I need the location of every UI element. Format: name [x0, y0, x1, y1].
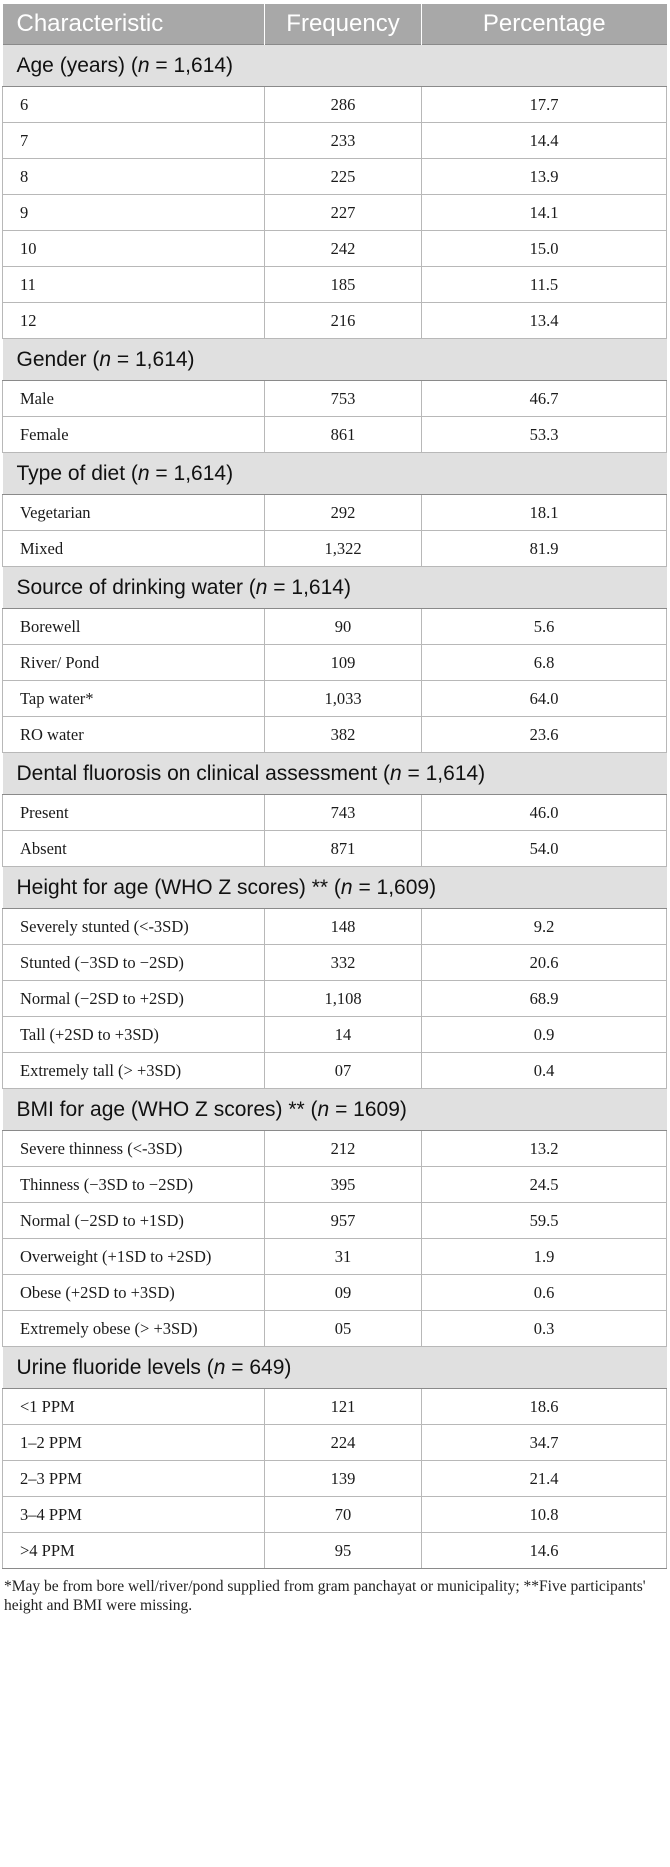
- cell-percentage: 0.4: [422, 1053, 667, 1089]
- cell-characteristic: 12: [3, 303, 265, 339]
- section-header-row: [3, 1347, 667, 1389]
- section-header-row: [3, 339, 667, 381]
- cell-percentage: 0.6: [422, 1275, 667, 1311]
- cell-percentage: 46.0: [422, 795, 667, 831]
- cell-percentage: 13.4: [422, 303, 667, 339]
- section-n-value: = 649): [225, 1355, 292, 1379]
- cell-characteristic: Severely stunted (<-3SD): [3, 909, 265, 945]
- table-row: [3, 1425, 667, 1461]
- table-row: [3, 303, 667, 339]
- cell-frequency: 332: [265, 945, 422, 981]
- cell-frequency: 227: [265, 195, 422, 231]
- cell-frequency: 14: [265, 1017, 422, 1053]
- table-row: [3, 159, 667, 195]
- section-header-row: [3, 567, 667, 609]
- table-row: [3, 945, 667, 981]
- cell-percentage: 18.6: [422, 1389, 667, 1425]
- cell-percentage: 21.4: [422, 1461, 667, 1497]
- cell-percentage: 53.3: [422, 417, 667, 453]
- section-title: [3, 567, 667, 609]
- cell-percentage: 0.3: [422, 1311, 667, 1347]
- table-row: [3, 645, 667, 681]
- cell-percentage: 34.7: [422, 1425, 667, 1461]
- section-n-value: = 1,614): [111, 347, 195, 371]
- section-title: [3, 1089, 667, 1131]
- cell-frequency: 225: [265, 159, 422, 195]
- cell-percentage: 18.1: [422, 495, 667, 531]
- cell-characteristic: Borewell: [3, 609, 265, 645]
- cell-percentage: 17.7: [422, 87, 667, 123]
- table-row: [3, 981, 667, 1017]
- table-row: [3, 609, 667, 645]
- cell-frequency: 90: [265, 609, 422, 645]
- section-label: Dental fluorosis on clinical assessment (: [16, 761, 390, 785]
- cell-percentage: 10.8: [422, 1497, 667, 1533]
- table-row: [3, 195, 667, 231]
- section-label: Urine fluoride levels (: [16, 1355, 214, 1379]
- cell-characteristic: Vegetarian: [3, 495, 265, 531]
- cell-frequency: 395: [265, 1167, 422, 1203]
- cell-frequency: 743: [265, 795, 422, 831]
- section-label: Type of diet (: [16, 461, 138, 485]
- cell-percentage: 24.5: [422, 1167, 667, 1203]
- cell-characteristic: 9: [3, 195, 265, 231]
- header-percentage: Percentage: [422, 4, 667, 45]
- section-header-row: [3, 453, 667, 495]
- cell-frequency: 224: [265, 1425, 422, 1461]
- table-row: [3, 1389, 667, 1425]
- section-n-value: = 1,614): [149, 53, 234, 77]
- cell-characteristic: 3–4 PPM: [3, 1497, 265, 1533]
- cell-percentage: 11.5: [422, 267, 667, 303]
- cell-characteristic: Stunted (−3SD to −2SD): [3, 945, 265, 981]
- cell-characteristic: 1–2 PPM: [3, 1425, 265, 1461]
- cell-percentage: 14.6: [422, 1533, 667, 1569]
- cell-percentage: 0.9: [422, 1017, 667, 1053]
- cell-frequency: 05: [265, 1311, 422, 1347]
- cell-percentage: 15.0: [422, 231, 667, 267]
- cell-frequency: 242: [265, 231, 422, 267]
- section-n-value: = 1,614): [401, 761, 486, 785]
- table-row: [3, 417, 667, 453]
- cell-frequency: 70: [265, 1497, 422, 1533]
- cell-characteristic: Obese (+2SD to +3SD): [3, 1275, 265, 1311]
- cell-percentage: 9.2: [422, 909, 667, 945]
- section-n-symbol: n: [340, 875, 353, 899]
- cell-frequency: 957: [265, 1203, 422, 1239]
- section-n-symbol: n: [213, 1355, 226, 1379]
- cell-characteristic: >4 PPM: [3, 1533, 265, 1569]
- section-title: [3, 1347, 667, 1389]
- cell-characteristic: 2–3 PPM: [3, 1461, 265, 1497]
- cell-frequency: 871: [265, 831, 422, 867]
- cell-characteristic: RO water: [3, 717, 265, 753]
- cell-percentage: 13.9: [422, 159, 667, 195]
- cell-percentage: 5.6: [422, 609, 667, 645]
- cell-frequency: 139: [265, 1461, 422, 1497]
- section-label: Height for age (WHO Z scores) ** (: [16, 875, 341, 899]
- section-header-row: [3, 867, 667, 909]
- table-row: [3, 909, 667, 945]
- table-row: [3, 831, 667, 867]
- section-label: BMI for age (WHO Z scores) ** (: [16, 1097, 318, 1121]
- cell-frequency: 109: [265, 645, 422, 681]
- table-row: [3, 1017, 667, 1053]
- cell-characteristic: Severe thinness (<-3SD): [3, 1131, 265, 1167]
- cell-characteristic: 8: [3, 159, 265, 195]
- header-frequency: Frequency: [265, 4, 422, 45]
- section-label: Age (years) (: [16, 53, 138, 77]
- cell-frequency: 753: [265, 381, 422, 417]
- table-row: [3, 717, 667, 753]
- section-n-symbol: n: [255, 575, 268, 599]
- section-n-symbol: n: [317, 1097, 330, 1121]
- cell-frequency: 95: [265, 1533, 422, 1569]
- cell-percentage: 14.1: [422, 195, 667, 231]
- cell-percentage: 20.6: [422, 945, 667, 981]
- cell-characteristic: 6: [3, 87, 265, 123]
- table-row: [3, 681, 667, 717]
- table-row: [3, 1497, 667, 1533]
- table-row: [3, 1239, 667, 1275]
- cell-characteristic: Absent: [3, 831, 265, 867]
- table-body: [3, 45, 667, 1569]
- section-title: [3, 339, 667, 381]
- table-row: [3, 1461, 667, 1497]
- cell-percentage: 54.0: [422, 831, 667, 867]
- cell-frequency: 09: [265, 1275, 422, 1311]
- cell-percentage: 64.0: [422, 681, 667, 717]
- cell-frequency: 1,322: [265, 531, 422, 567]
- cell-frequency: 233: [265, 123, 422, 159]
- cell-frequency: 382: [265, 717, 422, 753]
- table-row: [3, 1167, 667, 1203]
- cell-percentage: 68.9: [422, 981, 667, 1017]
- cell-percentage: 6.8: [422, 645, 667, 681]
- cell-frequency: 31: [265, 1239, 422, 1275]
- cell-percentage: 14.4: [422, 123, 667, 159]
- cell-frequency: 07: [265, 1053, 422, 1089]
- section-n-symbol: n: [137, 461, 150, 485]
- section-title: [3, 45, 667, 87]
- section-label: Source of drinking water (: [16, 575, 256, 599]
- section-header-row: [3, 1089, 667, 1131]
- table-row: [3, 795, 667, 831]
- section-title: [3, 753, 667, 795]
- table-row: [3, 87, 667, 123]
- section-header-row: [3, 45, 667, 87]
- cell-frequency: 286: [265, 87, 422, 123]
- table-row: [3, 231, 667, 267]
- cell-characteristic: Extremely obese (> +3SD): [3, 1311, 265, 1347]
- section-n-value: = 1,609): [352, 875, 437, 899]
- cell-characteristic: Overweight (+1SD to +2SD): [3, 1239, 265, 1275]
- cell-percentage: 81.9: [422, 531, 667, 567]
- header-row: [3, 4, 667, 45]
- cell-characteristic: <1 PPM: [3, 1389, 265, 1425]
- section-n-symbol: n: [99, 347, 112, 371]
- section-n-value: = 1,614): [149, 461, 234, 485]
- cell-characteristic: River/ Pond: [3, 645, 265, 681]
- table-row: [3, 531, 667, 567]
- cell-percentage: 59.5: [422, 1203, 667, 1239]
- cell-characteristic: 10: [3, 231, 265, 267]
- table-row: [3, 495, 667, 531]
- section-n-symbol: n: [390, 761, 402, 785]
- cell-characteristic: Normal (−2SD to +2SD): [3, 981, 265, 1017]
- table-row: [3, 381, 667, 417]
- cell-frequency: 292: [265, 495, 422, 531]
- cell-percentage: 23.6: [422, 717, 667, 753]
- table-row: [3, 1203, 667, 1239]
- cell-frequency: 121: [265, 1389, 422, 1425]
- characteristics-table: [2, 4, 667, 1569]
- cell-characteristic: Extremely tall (> +3SD): [3, 1053, 265, 1089]
- cell-characteristic: Mixed: [3, 531, 265, 567]
- section-n-value: = 1,614): [267, 575, 351, 599]
- cell-frequency: 212: [265, 1131, 422, 1167]
- section-label: Gender (: [16, 347, 100, 371]
- cell-characteristic: Tap water*: [3, 681, 265, 717]
- cell-frequency: 185: [265, 267, 422, 303]
- section-header-row: [3, 753, 667, 795]
- header-characteristic: Characteristic: [3, 4, 265, 45]
- cell-percentage: 1.9: [422, 1239, 667, 1275]
- cell-frequency: 1,108: [265, 981, 422, 1017]
- footnote: *May be from bore well/river/pond supplied from gram panchayat or municipality; **Five participants' height and BMI were missing.: [4, 1578, 646, 1614]
- section-title: [3, 867, 667, 909]
- cell-frequency: 861: [265, 417, 422, 453]
- cell-characteristic: 11: [3, 267, 265, 303]
- cell-characteristic: Male: [3, 381, 265, 417]
- table-row: [3, 1053, 667, 1089]
- cell-frequency: 216: [265, 303, 422, 339]
- table-row: [3, 1275, 667, 1311]
- cell-characteristic: Female: [3, 417, 265, 453]
- cell-characteristic: Tall (+2SD to +3SD): [3, 1017, 265, 1053]
- cell-percentage: 46.7: [422, 381, 667, 417]
- cell-characteristic: Normal (−2SD to +1SD): [3, 1203, 265, 1239]
- section-title: [3, 453, 667, 495]
- table-row: [3, 1131, 667, 1167]
- table-container: [2, 4, 666, 1615]
- cell-frequency: 1,033: [265, 681, 422, 717]
- cell-percentage: 13.2: [422, 1131, 667, 1167]
- table-row: [3, 1311, 667, 1347]
- cell-frequency: 148: [265, 909, 422, 945]
- table-row: [3, 1533, 667, 1569]
- section-n-value: = 1609): [329, 1097, 407, 1121]
- cell-characteristic: Thinness (−3SD to −2SD): [3, 1167, 265, 1203]
- cell-characteristic: 7: [3, 123, 265, 159]
- table-row: [3, 267, 667, 303]
- cell-characteristic: Present: [3, 795, 265, 831]
- section-n-symbol: n: [137, 53, 150, 77]
- table-row: [3, 123, 667, 159]
- table-header: [3, 4, 667, 45]
